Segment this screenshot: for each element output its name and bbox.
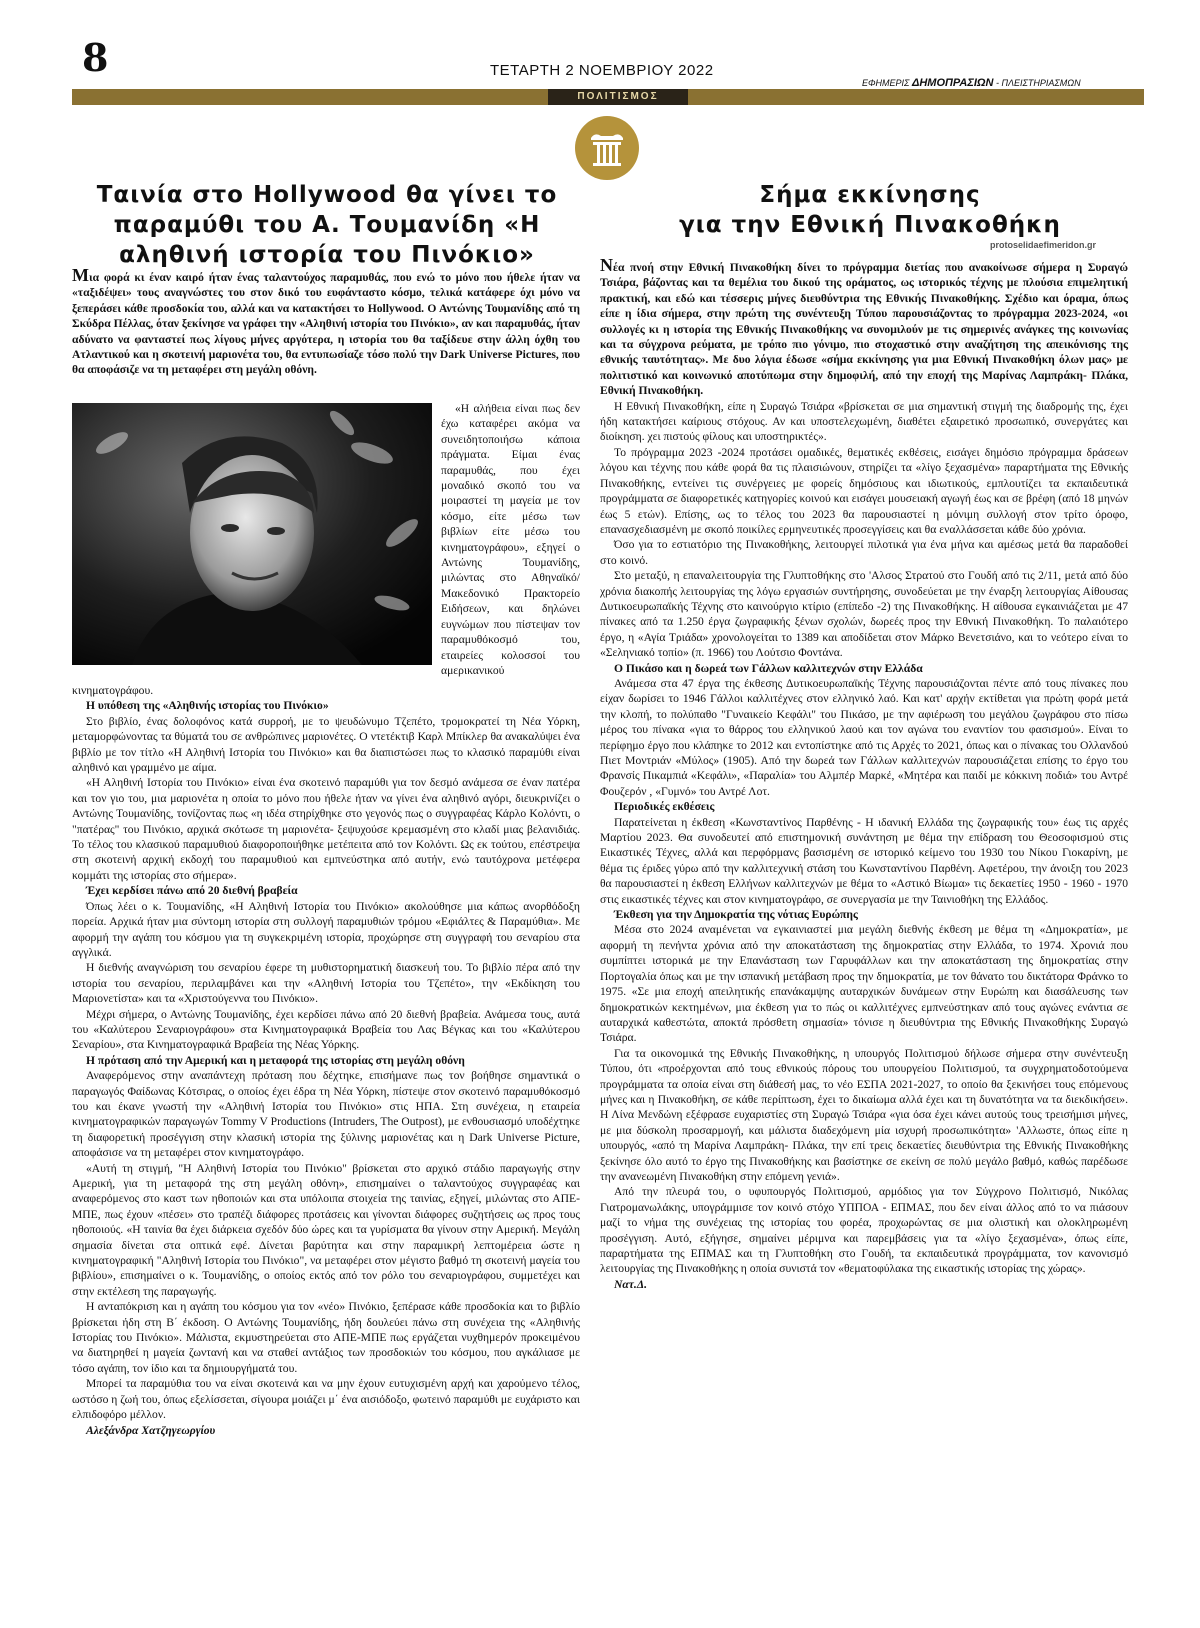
paragraph: «Αυτή τη στιγμή, "Η Αληθινή Ιστορία του Πινόκιο" βρίσκεται στο αρχικό στάδιο παραγωγής στην Αμερική, για τη μεταφορά της στη μεγάλη οθόνη», επισημαίνει ο ταλαντούχος συγγραφέας και αναφερόμενος στο καστ των ηθοποιών και στα υπόλοιπα στοιχεία της ταινίας, εξηγεί, μιλώντας στο ΑΠΕ-ΜΠΕ, πως έχουν «πέσει» στο τραπέζι διάφορες προτάσεις και γίνονται διάφορες συζητήσεις ως προς τους ηθοποιούς. «Η ταινία θα έχει διάρκεια σχεδόν δύο ώρες και τα γυρίσματα θα γίνουν στην Αμερική. Μεγάλη σημασία δίνεται στα οπτικά εφέ. Δίνεται βαρύτητα και στην παραμικρή λεπτομέρεια ώστε η κινηματογραφική "Αληθινή Ιστορία του Πινόκιο", να μεταφέρει στον μέγιστο βαθμό τη σκοτεινή μαγεία του βιβλίου», επισημαίνει ο κ. Τουμανίδης, ο οποίος εκτός από τον ρόλο του σεναριογράφου, συμμετέχει και στην εκτέλεση της παραγωγής. bbox=[72, 1161, 580, 1298]
lead-text: ια φορά κι έναν καιρό ήταν ένας ταλαντούχος παραμυθάς, που ενώ το μόνο που ήθελε ήταν να «ταξιδέψει» τους αναγνώστες του στον δικό του ευφάνταστο κόσμο, τελικά κατάφερε όχι μόνο να ξεπεράσει κάθε προσδοκία του, αλλά και να κατακτήσει το Hollywood. Ο Αντώνης Τουμανίδης από τη Σκύδρα Πέλλας, όταν ξεκίνησε να γράφει την «Αληθινή ιστορία του Πινόκιο», αν και παραμυθάς, ήταν αδύνατο να φανταστεί πως λίγους μήνες αργότερα, η ιστορία του θα ταξίδευε στην άλλη όχθη του Ατλαντικού και η σκοτεινή μαριονέτα του, θα εντυπωσίαζε τόσο πολύ την Dark Universe Pictures, που θα αποφάσιζε να τη μεταφέρει στη μεγάλη οθόνη. bbox=[72, 271, 580, 377]
paragraph: Από την πλευρά του, ο υφυπουργός Πολιτισμού, αρμόδιος για τον Σύγχρονο Πολιτισμό, Νικόλας Γιατρομανωλάκης, υπογράμμισε τον κοινό στόχο ΥΠΠΟΑ - ΕΠΜΑΣ, που δεν είναι άλλος από το να πιάσουν μαζί το νήμα της συνέχειας της ιστορίας του φορέα, προχωρώντας σε μια ολιστική και ολοκληρωμένη προσέγγιση. Αυτό, εξήγησε, σημαίνει μέριμνα και παρεμβάσεις για τα «λίγο ξεχασμένα», όπως είπε, παραρτήματα της ΕΠΜΑΣ και τη Γλυπτοθήκη στο Γουδή, τα εκπαιδευτικά προγράμματα, τον κανονισμό λειτουργίας της Πινακοθήκης η οποία συνιστά τον «θεματοφύλακα της εικαστικής ιστορίας της χώρας». bbox=[600, 1185, 1128, 1276]
paragraph: Ανάμεσα στα 47 έργα της έκθεσης Δυτικοευρωπαϊκής Τέχνης παρουσιάζονται πέντε από τους πίνακες που είχαν δωρίσει το 1946 Γάλλοι καλλιτέχνες στον ελληνικό λαό. Και κατ' αρχήν εκτίθεται για πρώτη φορά μετά την κλοπή, το πολύπαθο "Γυναικείο Κεφάλι" του Πικάσο, με την αφιέρωση του μεγάλου ζωγράφου στο πίσω μέρος του πίνακα «για το θάρρος του ελληνικού λαού και τον αγώνα του εναντίον του φασισμού». Είναι το περίφημο έργο που κλάπηκε το 2012 και εντοπίστηκε από τις Αρχές το 2021, όπως και ο πίνακας του Ολλανδού Πιετ Μοντριάν «Μύλος» (1905). Από την δωρεά των Γάλλων καλλιτεχνών παρουσιάζεται επίσης το έργο του Φρανσίς Πικαμπιά «Κεφάλι», «Παραλία» του Αλμπέρ Μαρκέ, «Μητέρα και παιδί με κόκκινη ποδιά» του Αντρέ Φουζερόν , «Γυμνό» του Αντρέ Λοτ. bbox=[600, 676, 1128, 798]
masthead-suffix: - ΠΛΕΙΣΤΗΡΙΑΣΜΩΝ bbox=[995, 78, 1081, 88]
paragraph: Αναφερόμενος στην αναπάντεχη πρόταση που δέχτηκε, επισήμανε πως τον βοήθησε σημαντικά ο παραγωγός Φαίδωνας Κότσιρας, ο οποίος έχει έδρα τη Νέα Υόρκη, πίστεψε στον σκοτεινό παραμυθόκοσμό του και έκανε γνωστή την «Αληθινή Ιστορία του Πινόκιο» στις ΗΠΑ. Στη συνέχεια, η εταιρεία κινηματογραφικών παραγωγών Tommy V Productions (Intruders, The Outpost), με ενθουσιασμό υποδέχτηκε τη διαφορετική προσέγγιση στην κλασική ιστορία της ξύλινης μαριονέτας και η Dark Universe Picture, αποφάσισε να τη μεταφέρει στον κινηματογράφο. bbox=[72, 1069, 580, 1160]
issue-date: ΤΕΤΑΡΤΗ 2 ΝΟΕΜΒΡΙΟΥ 2022 bbox=[490, 62, 714, 79]
masthead-prefix: ΕΦΗΜΕΡΙΣ bbox=[862, 78, 910, 88]
left-article-body bbox=[72, 683, 580, 1438]
subheading: Ο Πικάσο και η δωρεά των Γάλλων καλλιτεχνών στην Ελλάδα bbox=[614, 661, 923, 675]
photo-side-text bbox=[441, 401, 580, 678]
subheading: Η πρόταση από την Αμερική και η μεταφορά της ιστορίας στη μεγάλη οθόνη bbox=[86, 1053, 465, 1067]
subheading: Έκθεση για την Δημοκρατία της νότιας Ευρώπης bbox=[614, 908, 858, 922]
lead-initial: Μ bbox=[72, 265, 89, 285]
subheading: Περιοδικές εκθέσεις bbox=[614, 800, 715, 814]
author-photo bbox=[72, 403, 432, 665]
quote-paragraph: «Η αλήθεια είναι πως δεν έχω καταφέρει ακόμα να συνειδητοποιήσω κάποια πράγματα. Είμαι ένας παραμυθάς, που έχει μοναδικό σκοπό του να μοιραστεί τη μαγεία με τον κόσμο, είτε μέσω των βιβλίων είτε μέσω του κινηματογράφου», εξηγεί ο Αντώνης Τουμανίδης, μιλώντας στο Αθηναϊκό/Μακεδονικό Πρακτορείο Ειδήσεων, και δηλώνει ευγνώμων που πίστεψαν τον παραμυθόκοσμό του, εταιρείες κολοσσοί του αμερικανικού bbox=[441, 402, 580, 677]
section-label: ΠΟΛΙΤΙΣΜΟΣ bbox=[548, 89, 688, 105]
paragraph: Μπορεί τα παραμύθια του να είναι σκοτεινά και να μην έχουν ευτυχισμένη αρχή και χαρούμενο τέλος, ωστόσο η ζωή του, όπως εξελίσσεται, σίγουρα μοιάζει μ΄ ένα αισιόδοξο, φωτεινό παραμύθι με ευχάριστο και ελπιδοφόρο μέλλον. bbox=[72, 1377, 580, 1422]
page-number: 8 bbox=[82, 35, 109, 80]
paragraph: Στο μεταξύ, η επαναλειτουργία της Γλυπτοθήκης στο 'Αλσος Στρατού στο Γουδή από τις 2/11, μετά από δύο χρόνια διακοπής λειτουργίας της λόγω εργασιών συντήρησης, συνοδεύεται με την έναρξη λειτουργίας Αίθουσας Δυτικοευρωπαϊκής Τέχνης στο καινούργιο κτίριο (επίπεδο -2) της Πινακοθήκης. Η αίθουσα εγκαινιάζεται με 47 πίνακες από τα 1.250 έργα ζωγραφικής ξένων σχολών, δωρεές προς την Εθνική Πινακοθήκη. Το παλαιότερο έργο, η «Αγία Τριάδα» χρονολογείται το 1389 και αποδίδεται στον Μάρκο Βενετσιάνο, και το νεότερο είναι το «Σεληνιακό τοπίο» (π. 1966) του Λούτσιο Φοντάνα. bbox=[600, 569, 1128, 660]
subheading: Έχει κερδίσει πάνω από 20 διεθνή βραβεία bbox=[86, 884, 298, 898]
subheading: Η υπόθεση της «Αληθινής ιστορίας του Πινόκιο» bbox=[86, 699, 329, 713]
right-article-title bbox=[620, 180, 1120, 240]
paragraph: Όπως λέει ο κ. Τουμανίδης, «Η Αληθινή Ιστορία του Πινόκιο» ακολούθησε μια κάπως ανορθόδοξη πορεία. Αρχικά ήταν μια σύντομη ιστορία στη συλλογή παραμυθιών τρόμου «Εφιάλτες & Παραμύθια». Με αφορμή την αγάπη του κόσμου για τη συγκεκριμένη ιστορία, προχώρησε στη συγγραφή του σεναρίου στα αγγλικά. bbox=[72, 899, 580, 959]
author-signature: Νατ.Δ. bbox=[614, 1277, 647, 1291]
right-article-body bbox=[600, 255, 1128, 1292]
paragraph: «Η Αληθινή Ιστορία του Πινόκιο» είναι ένα σκοτεινό παραμύθι για τον δεσμό ανάμεσα σε έναν πατέρα και τον γιο του, μια μαριονέτα η οποία το μόνο που ήθελε ήταν να γίνει ένα αληθινό αγόρι, διευκρινίζει ο Αντώνης Τουμανίδης, τονίζοντας πως «η ιδέα στηρίχθηκε στο γεγονός πως ο συγγραφέας Κάρλο Κολόντι, ο "πατέρας" του Πινόκιο, αρχικά σκότωσε τη μαριονέτα- ξεψυχούσε κρεμασμένη στο κλαδί μιας βελανιδιάς. Το τέλος του κλασικού παραμυθιού διαφοροποιήθηκε μετέπειτα από τον Κολόντι. Ως εκ τούτου, επέστρεψα στη σκοτεινή αρχική εκδοχή του παραμυθιού και εμπνεύστηκα από αυτήν, ενώ ταυτόχρονα μετέφερα κομμάτι της ιστορίας στο σήμερα». bbox=[72, 776, 580, 882]
paragraph: Παρατείνεται η έκθεση «Κωνσταντίνος Παρθένης - Η ιδανική Ελλάδα της ζωγραφικής του» έως τις αρχές Μαρτίου 2023. Θα συνοδευτεί από επιστημονική συνάντηση με θέμα την επίδραση του Θεοσοφισμού στις Εικαστικές Τέχνες, αλλά και περφόρμανς βασισμένη σε ιστορικό κείμενο του 1930 του Νίκου Γιοκαρίνη, με θέμα τις έριδες γύρω από την καλλιτεχνική στάση του Κωνσταντίνου Παρθένη. Αφετέρου, την άνοιξη του 2023 θα παρουσιαστεί η έκθεση Ελλήνων καλλιτεχνών με θέμα το «Αστικό Βίωμα» τις δεκαετίες 1950 - 1960 - 1970 στις εικαστικές τέχνες και στον κινηματογράφο, σε συνεργασία με την Ταινιοθήκη της Ελλάδος. bbox=[600, 815, 1128, 906]
paragraph: Όσο για το εστιατόριο της Πινακοθήκης, λειτουργεί πιλοτικά για ένα μήνα και αμέσως μετά θα παραδοθεί στο κοινό. bbox=[600, 538, 1128, 567]
paragraph: Το πρόγραμμα 2023 -2024 προτάσει ομαδικές, θεματικές εκθέσεις, εισάγει δημόσιο πρόγραμμα δράσεων λόγου και τέχνης που κάθε φορά θα τις πλαισιώνουν, στηρίζει τα «λίγο ξεχασμένα» παραρτήματα της Εθνικής Πινακοθήκης, εντείνει τις συνέργειες με φορείς δημόσιους και ιδιωτικούς, εμπλουτίζει τα εκπαιδευτικά προγράμματα σε διαφορετικές κατηγορίες κοινού και εισάγει μουσειακή αγωγή έως και σε βρέφη (από 18 μηνών έως 5 ετών). Επίσης, ως το τέλος του 2023 θα παρουσιαστεί η μόνιμη συλλογή στον τρίτο όροφο, επανασχεδιασμένη με σκοπό ποικίλες ερμηνευτικές προσεγγίσεις και θα εναλλάσσεται κάθε δύο χρόνια. bbox=[600, 445, 1128, 536]
author-signature: Αλεξάνδρα Χατζηγεωργίου bbox=[86, 1423, 216, 1437]
lead-text: έα πνοή στην Εθνική Πινακοθήκη δίνει το πρόγραμμα διετίας που ανακοίνωσε σήμερα η Συραγώ Τσιάρα, βάζοντας και τα θεμέλια του δικού της οράματος, ως ιστορικός τέχνης με πλούσια επιμελητική πρακτική, και εδώ και τέσσερις μήνες διευθύντρια της Εθνικής Πινακοθήκης. Σχέδιο και όραμα, όπως είπε η ίδια σήμερα, στην πρώτη της συνέντευξη Τύπου παρουσιάζοντας το πρόγραμμα 2023-2024, «οι συλλογές κι η ιστορία της Εθνικής Πινακοθήκης να συνομιλούν με τις σημερινές ανάγκες της κοινωνίας και τα σύγχρονα ρεύματα, με τρόπο πιο γόνιμο, πιο στοχαστικό στην αναζήτηση της απεικόνισης της εθνικής ταυτότητας». Με δυο λόγια έδωσε «σήμα εκκίνησης για μια Εθνική Πινακοθήκη όλων μας» με πολιτιστικό και κοινωνικό αποτύπωμα στην δημοφιλή, από την εποχή της Μαρίνας Λαμπράκη- Πλάκα, Εθνική Πινακοθήκη. bbox=[600, 261, 1128, 398]
left-article-lead bbox=[72, 265, 580, 378]
newspaper-masthead bbox=[862, 77, 1081, 89]
paragraph: Μέχρι σήμερα, ο Αντώνης Τουμανίδης, έχει κερδίσει πάνω από 20 διεθνή βραβεία. Ανάμεσα τους, αυτά του «Καλύτερου Σεναριογράφου» στα Κινηματογραφικά Βραβεία του Λας Βέγκας και του «Καλύτερου Σεναρίου», στα Κινηματογραφικά Βραβεία της Νέας Υόρκης. bbox=[72, 1007, 580, 1052]
source-credit: protoselidaefimeridon.gr bbox=[990, 240, 1097, 250]
quote-continuation: κινηματογράφου. bbox=[72, 684, 154, 697]
paragraph: Στο βιβλίο, ένας δολοφόνος κατά συρροή, με το ψευδώνυμο Τζεπέτο, τρομοκρατεί τη Νέα Υόρκη, μεταμορφώνοντας τα θύματά του σε ανθρώπινες μαριονέτες. Ο ντετέκτιβ Καρλ Μπίκλερ θα ανακαλύψει ένα βιβλίο με τον τίτλο «Η Αληθινή Ιστορία του Πινόκιο» και θα διαπιστώσει πως το κλασικό παραμύθι είναι αληθινό και γραμμένο με αίμα. bbox=[72, 714, 580, 775]
paragraph: Η Εθνική Πινακοθήκη, είπε η Συραγώ Τσιάρα «βρίσκεται σε μια σημαντική στιγμή της διαδρομής της, έχει ήδη κατακτήσει καίριους στόχους. Αν και υποστελεχωμένη, διαθέτει εξαιρετικό προσωπικό, συνεργάτες και διοίκηση. χει πιστούς φίλους και υποστηρικτές». bbox=[600, 399, 1128, 444]
lead-initial: Ν bbox=[600, 255, 613, 275]
paragraph: Η ανταπόκριση και η αγάπη του κόσμου για τον «νέο» Πινόκιο, ξεπέρασε κάθε προσδοκία και το βιβλίο βρίσκεται ήδη στη Β΄ έκδοση. Ο Αντώνης Τουμανίδης, ήδη δουλεύει πάνω στη συνέχεια της «Αληθινής Ιστορίας του Πινόκιο». Μάλιστα, εκμυστηρεύεται στο ΑΠΕ-ΜΠΕ πως εργάζεται νυχθημερόν προκειμένου να διατηρηθεί η μαγεία ζωντανή και να σταθεί αντάξιος των προσδοκιών του κόσμου, που αγκάλιασε με τόσο αγάπη, τον ίδιο και τα δημιουργήματά του. bbox=[72, 1300, 580, 1375]
column-icon bbox=[575, 116, 639, 180]
paragraph: Για τα οικονομικά της Εθνικής Πινακοθήκης, η υπουργός Πολιτισμού δήλωσε σήμερα στην συνέντευξη Τύπου, ότι «προέρχονται από τους εθνικούς πόρους του υπουργείου Πολιτισμού, τα συγχρηματοδοτούμενα προγράμματα τα οποία είναι στη διάθεσή μας, το νέο ΕΣΠΑ 2021-2027, το οποίο θα ξεκινήσει τους επόμενους μήνες και η Πινακοθήκη, σε κάθε περίπτωση, έχει το δικαίωμα αλλά έχει και τη δυνατότητα να τα διεκδικήσει». Η Λίνα Μενδώνη εξέφρασε ευχαριστίες στη Συραγώ Τσιάρα «για όσα έχει κάνει αυτούς τους τρεισήμισι μήνες, με μια δύσκολη προσαρμογή, και μάλιστα διαδεχόμενη μία ισχυρή προσωπικότητα» 'Αλλωστε, όπως είπε η υπουργός, «από τη Μαρίνα Λαμπράκη- Πλάκα, την επί τρεις δεκαετίες διευθύντρια της Εθνικής Πινακοθήκης ξεκίνησε όλο αυτό το έργο της Πινακοθήκης και βασίστηκε σε εκείνη σε πολύ μεγάλο βαθμό, καθώς παρέδωσε την ανανεωμένη Πινακοθήκη στην επόμενη γενιά». bbox=[600, 1046, 1128, 1183]
paragraph: Μέσα στο 2024 αναμένεται να εγκαινιαστεί μια μεγάλη διεθνής έκθεση με θέμα τη «Δημοκρατία», με αφορμή τη πενήντα χρόνια από την αποκατάσταση της δημοκρατίας στην Ελλάδα, το 1974. Χρονιά που συμπίπτει ιστορικά με την Επανάσταση των Γαρυφάλλων και την αποκατάσταση της δημοκρατίας στην Πορτογαλία όπως και με την ισπανική μετάβαση προς την δημοκρατία, με τον θάνατο του δικτάτορα Φράνκο το 1975. «Σε μια εποχή απειλητικής επανάκαμψης αυταρχικών δυνάμεων στην Ευρώπη και διασάλευσης των δημοκρατικών κεκτημένων, μια έκθεση για το πώς οι καλλιτέχνες εμπνεύστηκαν από τους αγώνες ενάντια σε αυταρχικά καθεστώτα, αποκτά πρόσθετη σημασία» τόνισε η διευθύντρια της Εθνικής Πινακοθήκης Συραγώ Τσιάρα. bbox=[600, 923, 1128, 1045]
left-article-title: Ταινία στο Hollywood θα γίνει το παραμύθι του Α. Τουμανίδη «Η αληθινή ιστορία του Πινόκιο» bbox=[96, 182, 558, 268]
title-line-2: για την Εθνική Πινακοθήκη bbox=[679, 212, 1061, 238]
title-line-1: Σήμα εκκίνησης bbox=[759, 182, 981, 208]
paragraph: Η διεθνής αναγνώριση του σεναρίου έφερε τη μυθιστορηματική διασκευή του. Το βιβλίο πέρα από την ιστορία του σεναρίου, περιλαμβάνει και την «Αληθινή Ιστορία του Τζεπέτο», την «Εκδίκηση του Μαριονετίστα» και τα «Χριστούγεννα του Πινόκιο». bbox=[72, 961, 580, 1006]
masthead-name: ΔΗΜΟΠΡΑΣΙΩΝ bbox=[911, 77, 994, 89]
